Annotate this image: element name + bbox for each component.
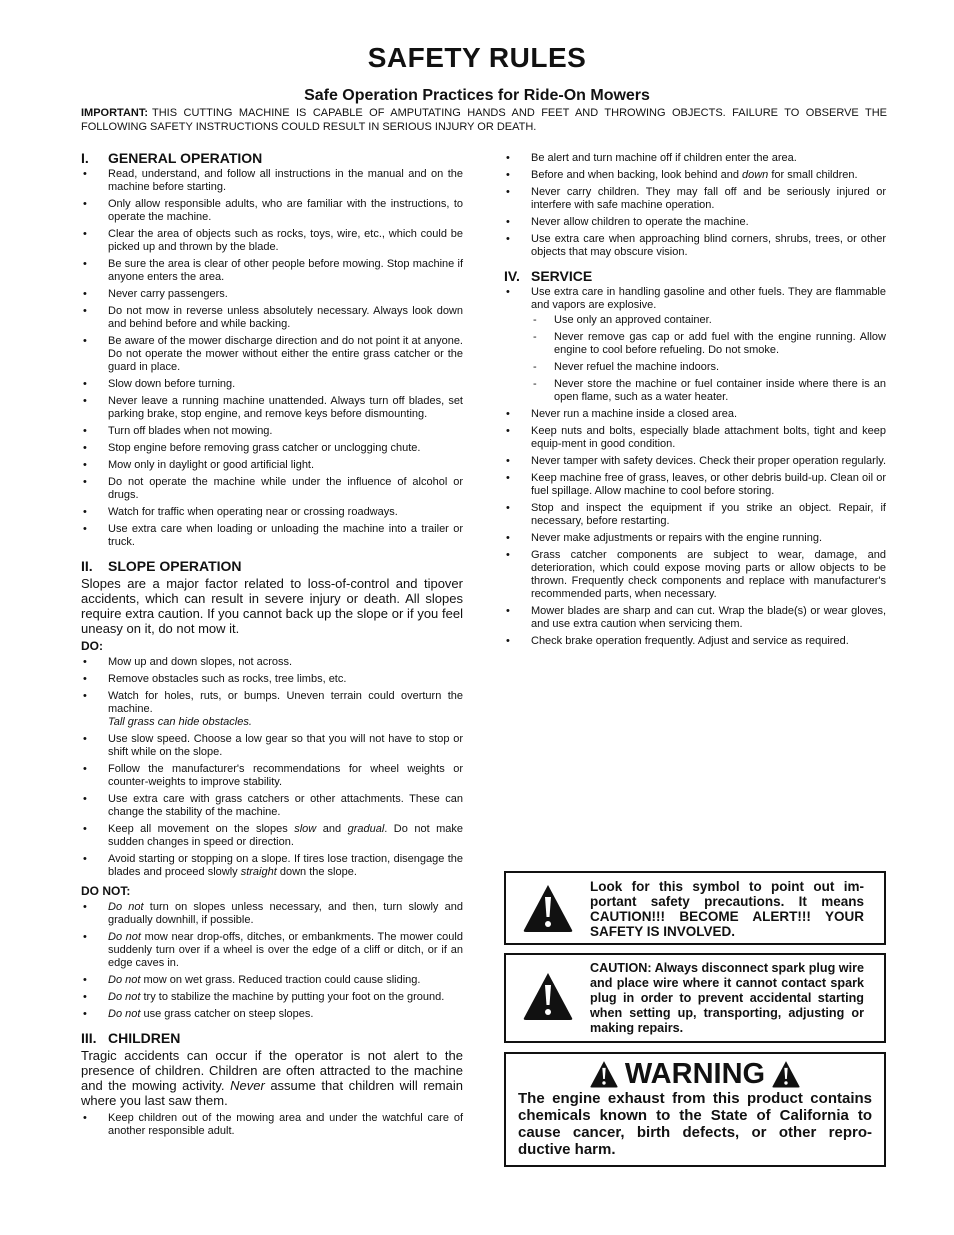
slope-intro: Slopes are a major factor related to loss-of-control and tipover accidents, which can result in severe injury or death. All slopes require extra caution. If you cannot back up the slope or if you feel uneasy on it, do not mow it. xyxy=(81,576,463,636)
item-emphasis: Do not xyxy=(108,901,144,913)
section-title: SLOPE OPERATION xyxy=(108,558,242,574)
list-item: • Never carry children. They may fall off and be seriously injured or interfere with safe machine operation. xyxy=(504,186,886,212)
item-text: Watch for holes, ruts, or bumps. Uneven terrain could overturn the machine. xyxy=(108,690,463,715)
section-title: SERVICE xyxy=(531,268,593,284)
list-item: • Use slow speed. Choose a low gear so that you will not have to stop or shift while on the slope. xyxy=(81,733,463,759)
do-not-label: DO NOT: xyxy=(81,884,131,898)
section-title: CHILDREN xyxy=(108,1030,181,1046)
important-label: IMPORTANT: xyxy=(81,107,149,119)
item-text: turn on slopes unless necessary, and then, turn slowly and gradually downhill, if possible. xyxy=(108,901,463,926)
intro-text: Tragic accidents can occur if the operator is not alert to the presence of children. Children are often attracted to the machine and the mowing activity. xyxy=(81,1048,463,1093)
do-not-list xyxy=(81,901,463,1021)
item-emphasis: Do not xyxy=(108,974,141,986)
item-emphasis: Do not xyxy=(108,1008,141,1020)
list-item: • Read, understand, and follow all instructions in the manual and on the machine before starting. xyxy=(81,168,463,194)
list-item: • Keep machine free of grass, leaves, or other debris build-up. Clean oil or fuel spillage. Allow machine to cool before storing. xyxy=(504,472,886,498)
safety-symbol-text: Look for this symbol to point out im-portant safety precautions. It means CAUTION!!! BECOME ALERT!!! YOUR SAFETY IS INVOLVED. xyxy=(590,879,864,939)
section-number: III. xyxy=(81,1030,97,1046)
item-emphasis: straight xyxy=(240,866,277,878)
item-emphasis: gradual xyxy=(347,823,385,835)
children-intro xyxy=(81,1048,463,1108)
warning-title: WARNING xyxy=(624,1058,766,1091)
list-item: • Turn off blades when not mowing. xyxy=(81,425,463,438)
list-item: • Mower blades are sharp and can cut. Wrap the blade(s) or wear gloves, and use extra caution when servicing them. xyxy=(504,605,886,631)
list-item: • Use extra care with grass catchers or other attachments. These can change the stability of the machine. xyxy=(81,793,463,819)
list-item: • Slow down before turning. xyxy=(81,378,463,391)
list-item: • Mow only in daylight or good artificial light. xyxy=(81,459,463,472)
section-children-heading xyxy=(81,1032,463,1045)
intro-text: assume that children will remain where you last saw them. xyxy=(81,1078,463,1108)
list-item: • Clear the area of objects such as rocks, toys, wire, etc., which could be picked up and thrown by the blade. xyxy=(81,228,463,254)
item-emphasis: Do not xyxy=(108,931,141,943)
list-item xyxy=(81,853,463,879)
item-text: for small children. xyxy=(771,169,858,181)
item-emphasis: Tall grass can hide obstacles. xyxy=(108,716,252,728)
list-item xyxy=(81,690,463,729)
caution-text: CAUTION: Always disconnect spark plug wire and place wire where it cannot contact spark plug in order to prevent accidental starting when setting up, transporting, adjusting or making repairs. xyxy=(590,961,864,1035)
list-item: • Use extra care when approaching blind corners, shrubs, trees, or other objects that may obscure vision. xyxy=(504,233,886,259)
list-item: • Be sure the area is clear of other people before mowing. Stop machine if anyone enters the area. xyxy=(81,258,463,284)
list-item: • Grass catcher components are subject to wear, damage, and deterioration, which could expose moving parts or allow objects to be thrown. Frequently check components and replace with manufacturer's recommended parts, when necessary. xyxy=(504,549,886,601)
list-item: • Be alert and turn machine off if children enter the area. xyxy=(504,152,886,165)
section-number: I. xyxy=(81,150,89,166)
list-item: • Keep children out of the mowing area and under the watchful care of another responsible adult. xyxy=(81,1112,463,1138)
list-item: • Be aware of the mower discharge direction and do not point it at anyone. Do not operate the mower without either the entire grass catcher or the guard in place. xyxy=(81,335,463,374)
important-notice xyxy=(81,107,887,134)
section-service-heading xyxy=(504,270,886,283)
list-item xyxy=(81,1008,463,1021)
warning-heading xyxy=(506,1056,884,1091)
list-item xyxy=(504,169,886,182)
item-text: Before and when backing, look behind and xyxy=(531,169,739,181)
list-item: • Check brake operation frequently. Adjust and service as required. xyxy=(504,635,886,648)
fuel-sublist xyxy=(531,314,886,404)
list-item: • Watch for traffic when operating near or crossing roadways. xyxy=(81,506,463,519)
list-item: • Keep nuts and bolts, especially blade attachment bolts, tight and keep equip-ment in good condition. xyxy=(504,425,886,451)
list-item: • Stop engine before removing grass catcher or unclogging chute. xyxy=(81,442,463,455)
list-item xyxy=(81,823,463,849)
list-item: • Never leave a running machine unattended. Always turn off blades, set parking brake, stop engine, and remove keys before dismounting. xyxy=(81,395,463,421)
item-emphasis: Do not xyxy=(108,991,141,1003)
section-title: GENERAL OPERATION xyxy=(108,150,263,166)
sub-item: - Use only an approved container. xyxy=(531,314,886,327)
item-text: Keep all movement on the slopes xyxy=(108,823,288,835)
intro-emphasis: Never xyxy=(230,1078,265,1093)
section-general-heading xyxy=(81,152,463,165)
caution-triangle-icon xyxy=(522,883,574,933)
list-item: • Follow the manufacturer's recommendations for wheel weights or counter-weights to improve stability. xyxy=(81,763,463,789)
caution-box xyxy=(504,953,886,1043)
list-item: • Never make adjustments or repairs with the engine running. xyxy=(504,532,886,545)
item-text: Use extra care in handling gasoline and other fuels. They are flammable and vapors are explosive. xyxy=(531,286,886,311)
list-item: • Never allow children to operate the machine. xyxy=(504,216,886,229)
item-emphasis: slow xyxy=(294,823,317,835)
list-item xyxy=(81,991,463,1004)
item-text: use grass catcher on steep slopes. xyxy=(143,1008,314,1020)
list-item: • Never carry passengers. xyxy=(81,288,463,301)
do-label: DO: xyxy=(81,639,103,653)
item-text: mow near drop-offs, ditches, or embankments. The mower could suddenly turn over if a wheel is over the edge of a cliff or ditch, or if an edge caves in. xyxy=(108,931,463,969)
list-item xyxy=(504,286,886,404)
do-list xyxy=(81,656,463,879)
warning-triangle-icon xyxy=(589,1060,619,1088)
sub-item: - Never store the machine or fuel container inside where there is an open flame, such as a water heater. xyxy=(531,378,886,404)
list-item: • Do not mow in reverse unless absolutely necessary. Always look down and behind before and while backing. xyxy=(81,305,463,331)
list-item: • Remove obstacles such as rocks, tree limbs, etc. xyxy=(81,673,463,686)
section-number: IV. xyxy=(504,268,520,284)
item-text: down the slope. xyxy=(279,866,357,878)
important-text: THIS CUTTING MACHINE IS CAPABLE OF AMPUTATING HANDS AND FEET AND THROWING OBJECTS. FAILURE TO OBSERVE THE FOLLOWING SAFETY INSTRUCTIONS COULD RESULT IN SERIOUS INJURY OR DEATH. xyxy=(81,107,887,133)
list-item xyxy=(81,901,463,927)
list-item: • Mow up and down slopes, not across. xyxy=(81,656,463,669)
item-text: try to stabilize the machine by putting your foot on the ground. xyxy=(143,991,445,1003)
page-title: SAFETY RULES xyxy=(367,42,587,73)
list-item: • Use extra care when loading or unloading the machine into a trailer or truck. xyxy=(81,523,463,549)
page-subtitle: Safe Operation Practices for Ride-On Mowers xyxy=(304,87,650,104)
list-item: • Only allow responsible adults, who are familiar with the instructions, to operate the machine. xyxy=(81,198,463,224)
general-list xyxy=(81,168,463,549)
service-list xyxy=(504,286,886,648)
warning-triangle-icon xyxy=(771,1060,801,1088)
right-column xyxy=(504,152,886,652)
list-item: • Do not operate the machine while under the influence of alcohol or drugs. xyxy=(81,476,463,502)
list-item xyxy=(81,931,463,970)
section-number: II. xyxy=(81,558,93,574)
sub-item: - Never remove gas cap or add fuel with the engine running. Allow engine to cool before refueling. Do not smoke. xyxy=(531,331,886,357)
list-item: • Stop and inspect the equipment if you strike an object. Repair, if necessary, before restarting. xyxy=(504,502,886,528)
warning-text: The engine exhaust from this product contains chemicals known to the State of California to cause cancer, birth defects, or other repro-ductive harm. xyxy=(518,1090,872,1158)
safety-symbol-box xyxy=(504,871,886,945)
children-list-right xyxy=(504,152,886,259)
left-column xyxy=(81,152,463,1142)
item-text: and xyxy=(322,823,342,835)
children-list-left xyxy=(81,1112,463,1138)
item-text: mow on wet grass. Reduced traction could cause sliding. xyxy=(143,974,421,986)
item-text: Avoid starting or stopping on a slope. If tires lose traction, disengage the blades and proceed slowly xyxy=(108,853,463,878)
caution-triangle-icon xyxy=(522,971,574,1021)
sub-item: - Never refuel the machine indoors. xyxy=(531,361,886,374)
item-text: . Do not make sudden changes in speed or direction. xyxy=(108,823,464,848)
warning-box xyxy=(504,1052,886,1167)
item-emphasis: down xyxy=(742,169,769,181)
list-item: • Never tamper with safety devices. Check their proper operation regularly. xyxy=(504,455,886,468)
section-slope-heading xyxy=(81,560,463,573)
list-item xyxy=(81,974,463,987)
list-item: • Never run a machine inside a closed area. xyxy=(504,408,886,421)
